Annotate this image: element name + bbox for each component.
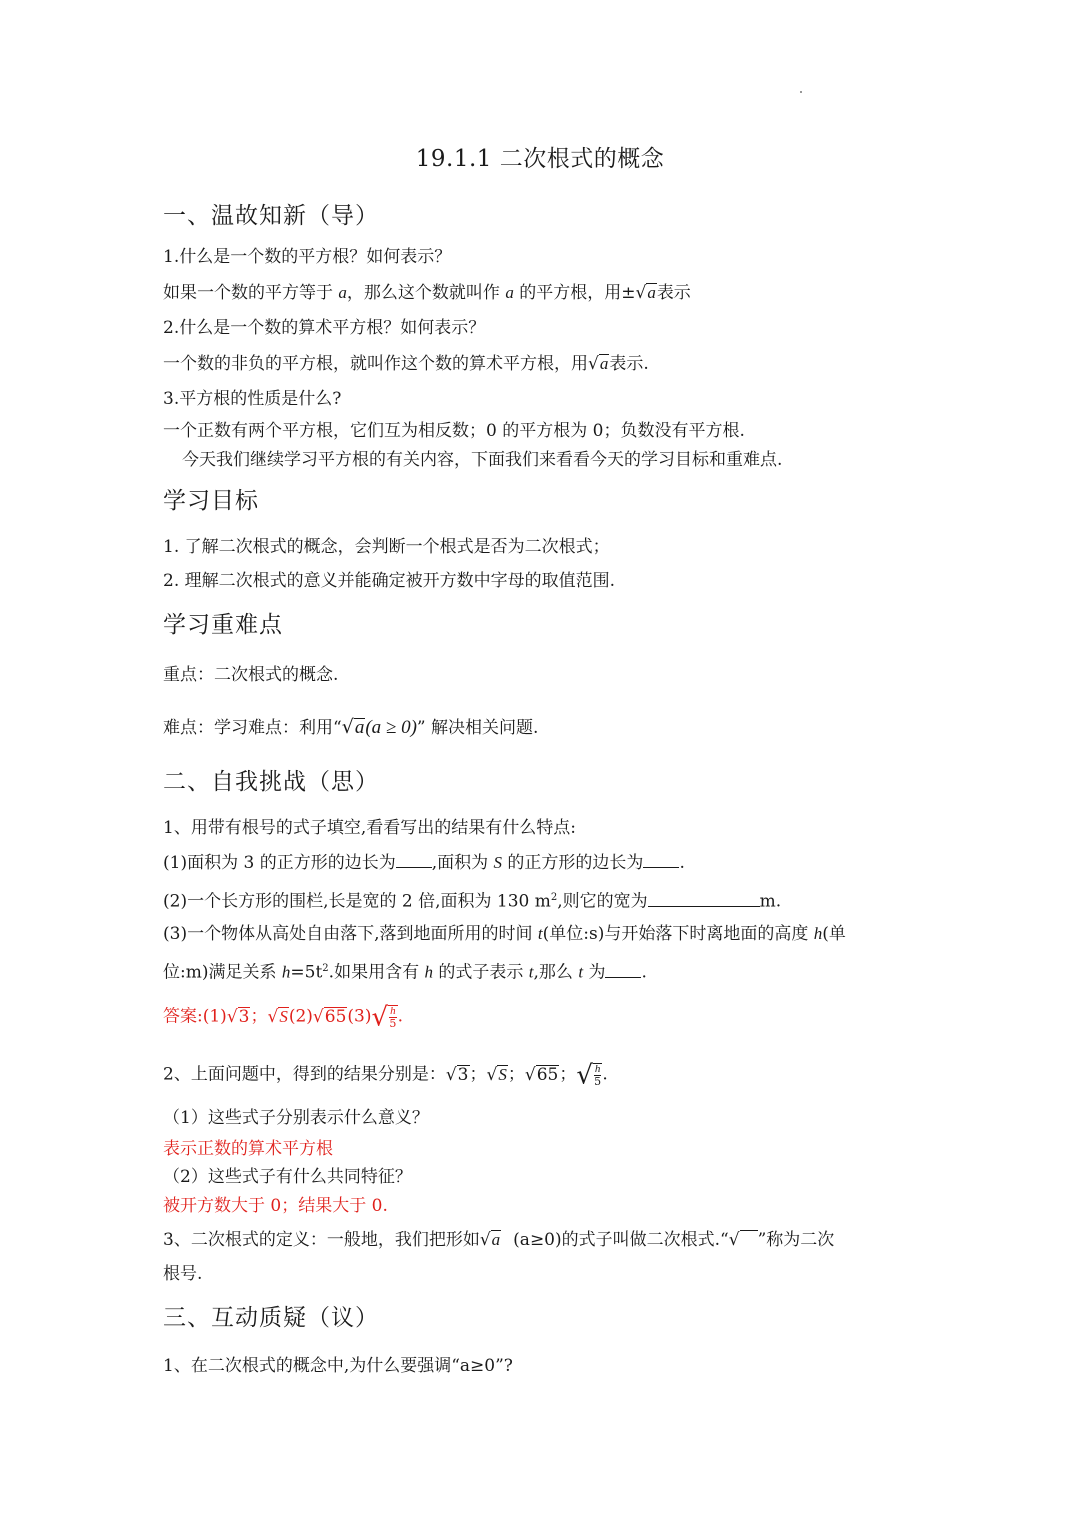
answer-blank — [643, 853, 679, 868]
discussion-question-1: 1、在二次根式的概念中,为什么要强调“a≥0”? — [163, 1356, 513, 1376]
goal-item-1: 1. 了解二次根式的概念，会判断一个根式是否为二次根式； — [163, 537, 610, 557]
section-heading-key-points: 学习重难点 — [163, 612, 283, 638]
answer-blank — [396, 853, 432, 868]
sqrt-a-expr: √a — [588, 354, 609, 374]
question-2: 2.什么是一个数的算术平方根？如何表示？ — [163, 318, 486, 338]
answer-blank — [648, 892, 760, 907]
sqrt-h-over-5: √ $\frac{h}{5}$ — [576, 1060, 602, 1090]
challenge-question-2: 2、上面问题中，得到的结果分别是：√3；√S；√65；√ $\frac{h}{5}$ . — [163, 1060, 608, 1090]
question-3: 3.平方根的性质是什么? — [163, 389, 342, 409]
challenge-question-1: 1、用带有根号的式子填空,看看写出的结果有什么特点: — [163, 818, 576, 838]
sub-question-2: （2）这些式子有什么共同特征？ — [163, 1167, 412, 1187]
answer-2: 一个数的非负的平方根，就叫作这个数的算术平方根，用√a表示. — [163, 354, 649, 374]
difficult-point: 难点：学习难点：利用“√a(a ≥ 0)” 解决相关问题. — [163, 716, 539, 738]
intro-text: 今天我们继续学习平方根的有关内容，下面我们来看看今天的学习目标和重难点. — [182, 450, 783, 470]
sqrt-S: √S — [486, 1064, 507, 1085]
answer-1: 如果一个数的平方等于 a，那么这个数就叫作 a 的平方根，用±√a表示 — [163, 283, 691, 303]
challenge-1-part-3-cont: 位:m)满足关系 $h=5t^2$.如果用含有 h 的式子表示 t,那么 t 为 . — [163, 962, 647, 983]
definition-cont: 根号. — [163, 1264, 203, 1284]
key-point: 重点：二次根式的概念. — [163, 665, 339, 685]
page-title: 19.1.1 二次根式的概念 — [415, 146, 665, 172]
challenge-1-part-2: (2)一个长方形的围栏,长是宽的 2 倍,面积为 130 $m^2$,则它的宽为 m. — [163, 891, 782, 912]
sub-answer-2: 被开方数大于 0；结果大于 0. — [163, 1196, 388, 1216]
radical-sign-icon: √ — [729, 1230, 758, 1250]
answer-line: 答案:(1)√3；√S(2)√65(3)√ $\frac{h}{5}$ . — [163, 1002, 403, 1032]
sqrt-3: √3 — [226, 1006, 250, 1027]
sqrt-65: √65 — [312, 1006, 347, 1027]
section-heading-review: 一、温故知新（导） — [163, 203, 379, 229]
sqrt-h-over-5: √ $\frac{h}{5}$ — [371, 1002, 397, 1032]
section-heading-goals: 学习目标 — [163, 488, 259, 514]
section-heading-challenge: 二、自我挑战（思） — [163, 769, 379, 795]
challenge-1-part-1: (1)面积为 3 的正方形的边长为 ,面积为 S 的正方形的边长为 . — [163, 853, 685, 873]
sqrt-S: √S — [267, 1006, 288, 1027]
scan-dot — [800, 91, 802, 93]
section-heading-discussion: 三、互动质疑（议） — [163, 1305, 379, 1331]
sqrt-a-expr: √a — [635, 283, 656, 303]
sub-answer-1: 表示正数的算术平方根 — [163, 1139, 333, 1159]
sqrt-a-expr: √a — [479, 1230, 501, 1250]
question-1: 1.什么是一个数的平方根？如何表示？ — [163, 247, 452, 267]
answer-blank — [605, 963, 641, 978]
definition: 3、二次根式的定义：一般地，我们把形如√a (a≥0)的式子叫做二次根式.“√ ”称为二次 — [163, 1230, 835, 1250]
sub-question-1: （1）这些式子分别表示什么意义？ — [163, 1108, 429, 1128]
sqrt-65: √65 — [524, 1064, 559, 1085]
answer-3: 一个正数有两个平方根，它们互为相反数；0 的平方根为 0；负数没有平方根. — [163, 421, 745, 441]
sqrt-3: √3 — [445, 1064, 469, 1085]
challenge-1-part-3: (3)一个物体从高处自由落下,落到地面所用的时间 t(单位:s)与开始落下时离地面的高度 h(单 — [163, 924, 846, 944]
goal-item-2: 2. 理解二次根式的意义并能确定被开方数中字母的取值范围. — [163, 571, 616, 591]
sqrt-a-expr: √a — [341, 716, 365, 738]
